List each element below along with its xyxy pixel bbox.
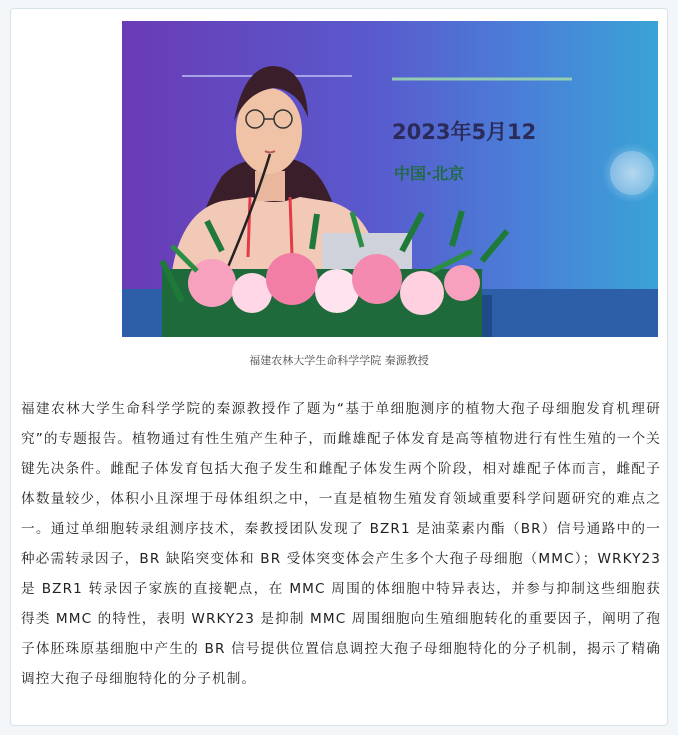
photo-caption: 福建农林大学生命科学学院 秦源教授 (249, 354, 429, 367)
screen-date-text: 2023年5月12 (392, 120, 537, 144)
screen-location-text: 中国·北京 (394, 164, 465, 183)
article-body (21, 394, 661, 694)
article-paragraph: 福建农林大学生命科学学院的秦源教授作了题为“基于单细胞测序的植物大孢子母细胞发育机理研究”的专题报告。植物通过有性生殖产生种子，而雌雄配子体发育是高等植物进行有性生殖的一个关键先决条件。雌配子体发育包括大孢子发生和雌配子体发生两个阶段，相对雄配子体而言，雌配子体数量较少，体积小且深埋于母体组织之中，一直是植物生殖发育领域重要科学问题研究的难点之一。通过单细胞转录组测序技术，秦教授团队发现了 BZR1 是油菜素内酯（BR）信号通路中的一种必需转录因子，BR 缺陷突变体和 BR 受体突变体会产生多个大孢子母细胞（MMC）；WRKY23 是 BZR1 转录因子家族的直接靶点，在 MMC 周围的体细胞中特异表达，并参与抑制这些细胞获得类 MMC 的特性，表明 WRKY23 是抑制 MMC 周围细胞向生殖细胞转化的重要因子，阐明了孢子体胚珠原基细胞中产生的 BR 信号提供位置信息调控大孢子母细胞特化的分子机制，揭示了精确调控大孢子母细胞特化的分子机制。 (21, 401, 661, 687)
article-card (10, 8, 668, 726)
speaker-photo (122, 21, 658, 337)
